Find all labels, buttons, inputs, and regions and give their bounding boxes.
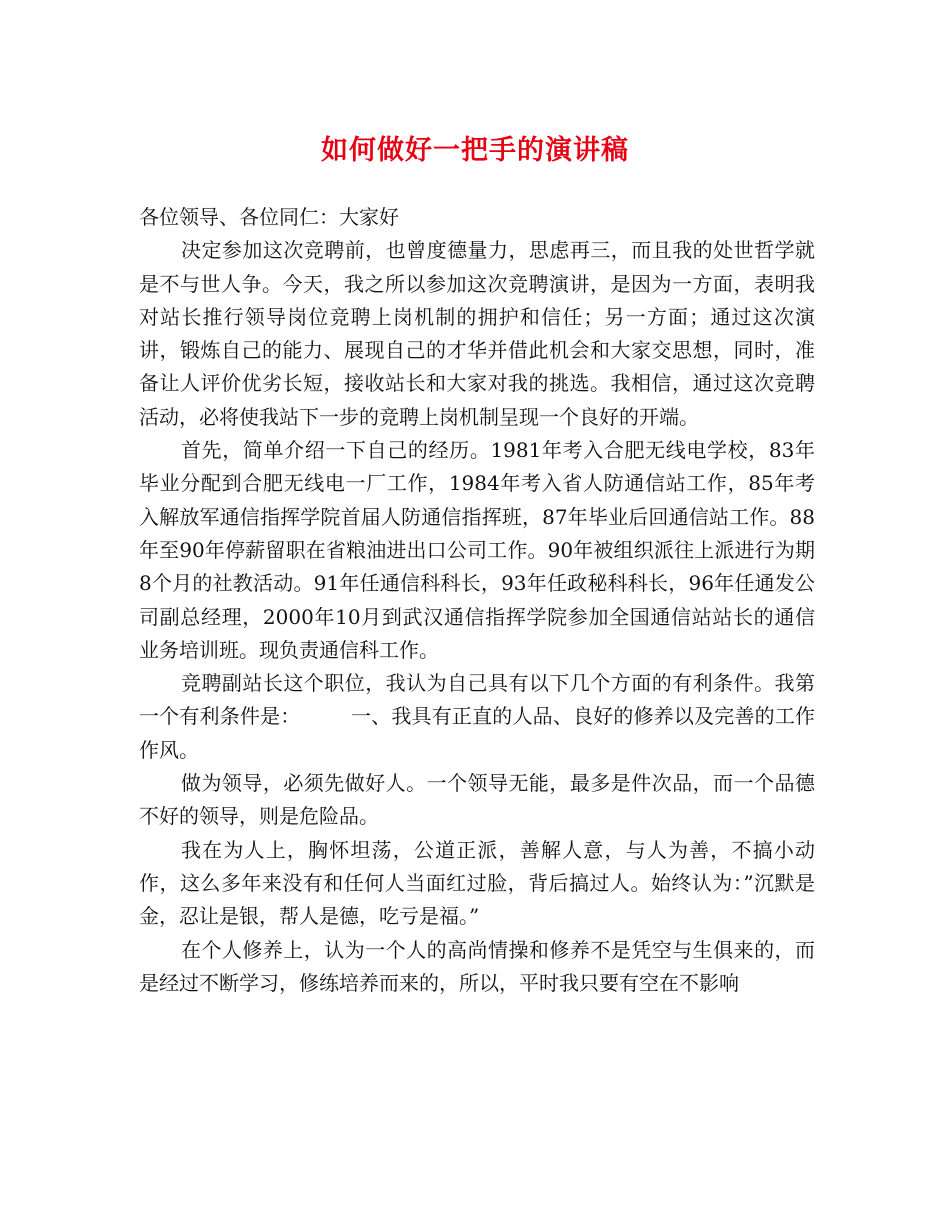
paragraph-experience: 首先，简单介绍一下自己的经历。1981年考入合肥无线电学校，83年毕业分配到合肥无线电一厂工作，1984年考入省人防通信站工作，85年考入解放军通信指挥学院首届人防通信指挥班，87年毕业后回通信站工作。88年至90年停薪留职在省粮油进出口公司工作。90年被组织派往上派进行为期8个月的社教活动。91年任通信科科长，93年任政秘科科长，96年任通发公司副总经理，2000年10月到武汉通信指挥学院参加全国通信站站长的通信业务培训班。现负责通信科工作。 xyxy=(139,438,815,662)
document-title: 如何做好一把手的演讲稿 xyxy=(321,135,629,166)
greeting-line: 各位领导、各位同仁：大家好 xyxy=(139,205,399,229)
paragraph-leadership: 做为领导，必须先做好人。一个领导无能，最多是件次品，而一个品德不好的领导，则是危险品。 xyxy=(139,771,815,829)
paragraph-conditions: 竞聘副站长这个职位，我认为自己具有以下几个方面的有利条件。我第一个有利条件是： 一、我具有正直的人品、良好的修养以及完善的工作作风。 xyxy=(139,671,815,762)
paragraph-cultivation: 在个人修养上，认为一个人的高尚情操和修养不是凭空与生俱来的，而是经过不断学习，修练培养而来的，所以，平时我只要有空在不影响 xyxy=(139,937,815,995)
paragraph-conduct: 我在为人上，胸怀坦荡，公道正派，善解人意，与人为善，不搞小动作，这么多年来没有和任何人当面红过脸，背后搞过人。始终认为：”沉默是金，忍让是银，帮人是德，吃亏是福。” xyxy=(139,837,815,929)
document-body xyxy=(139,201,815,1000)
paragraph-intro: 决定参加这次竞聘前，也曾度德量力，思虑再三，而且我的处世哲学就是不与世人争。今天，我之所以参加这次竞聘演讲，是因为一方面，表明我对站长推行领导岗位竞聘上岗机制的拥护和信任；另一方面；通过这次演讲，锻炼自己的能力、展现自己的才华并借此机会和大家交思想，同时，准备让人评价优劣长短，接收站长和大家对我的挑选。我相信，通过这次竞聘活动，必将使我站下一步的竞聘上岗机制呈现一个良好的开端。 xyxy=(139,238,815,429)
